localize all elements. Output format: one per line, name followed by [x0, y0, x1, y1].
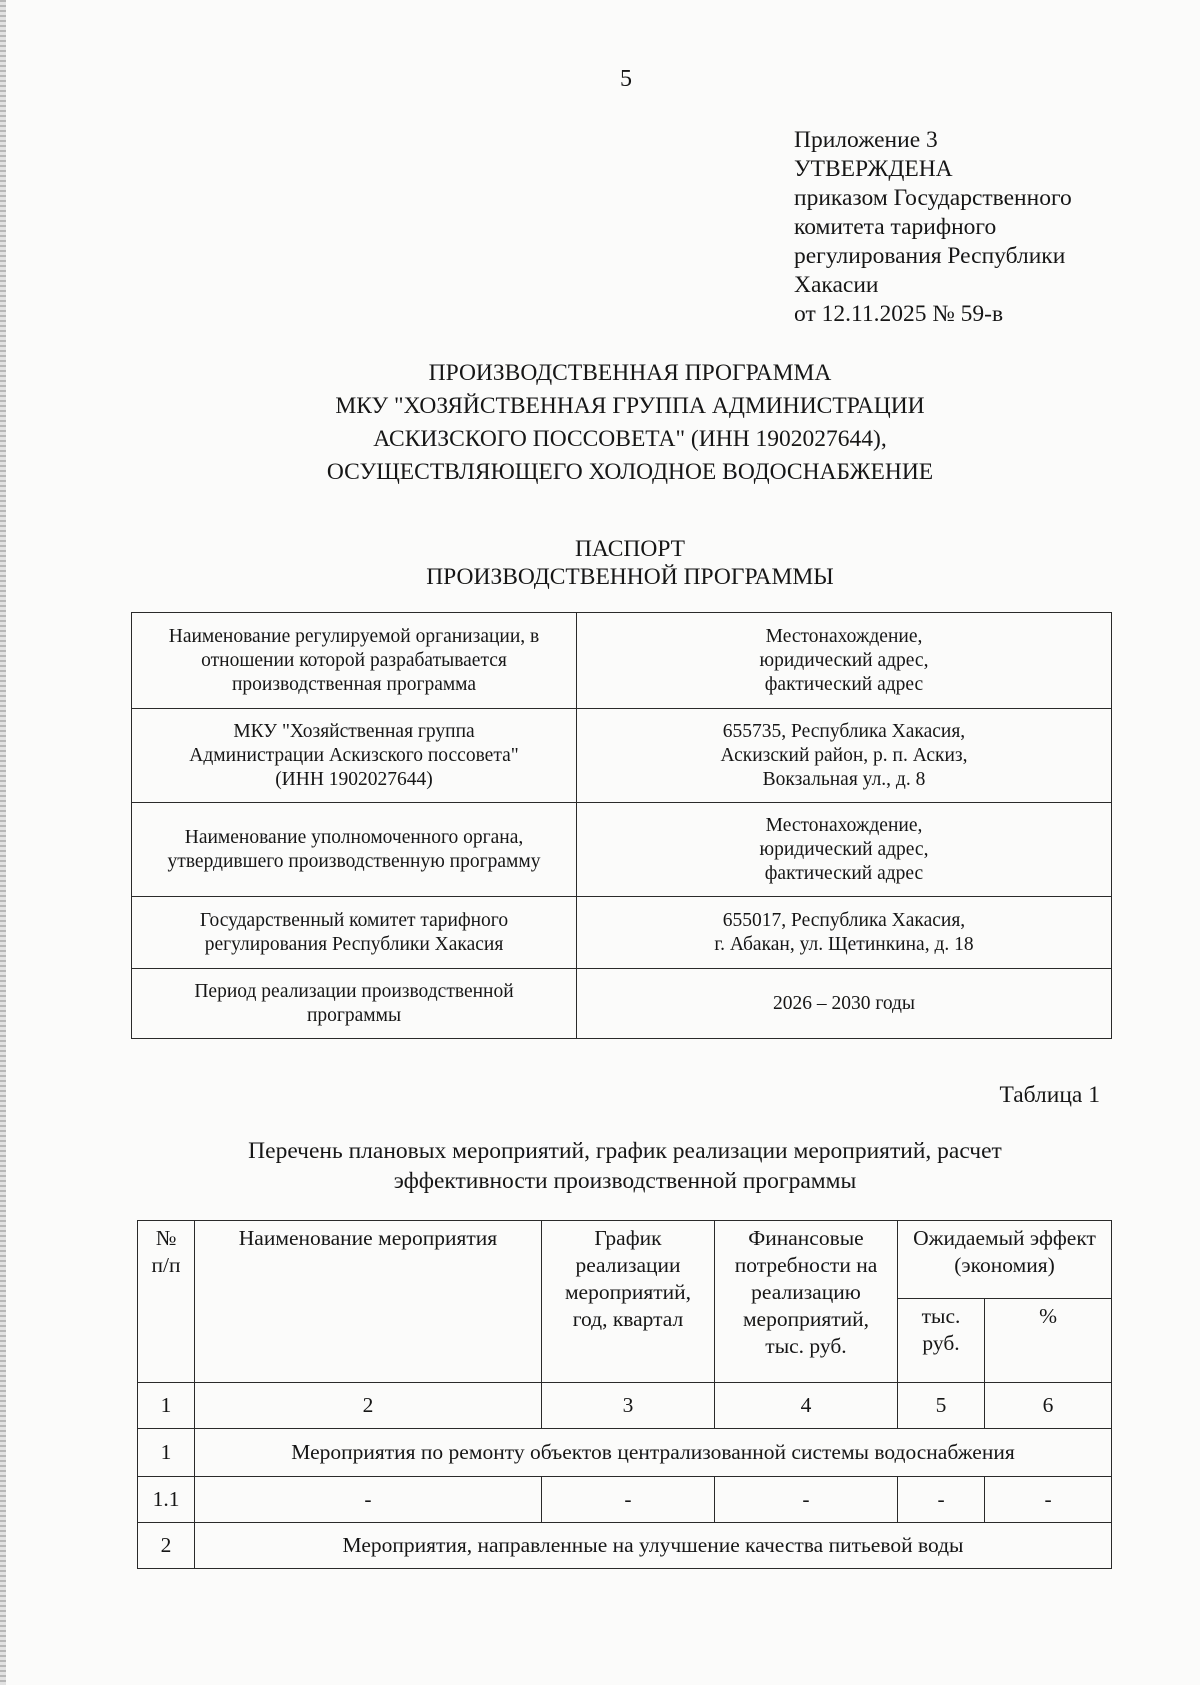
passport-cell-right	[577, 803, 1112, 897]
header-schedule	[542, 1221, 715, 1383]
section-row	[138, 1523, 1112, 1569]
header-line: реализации	[575, 1253, 681, 1277]
passport-cell-right	[577, 969, 1112, 1039]
approval-line: УТВЕРЖДЕНА	[794, 156, 953, 182]
header-line: руб.	[922, 1331, 960, 1355]
column-number: 1	[138, 1383, 195, 1429]
cell-line: Администрации Аскизского поссовета"	[189, 744, 519, 766]
header-expected-effect	[898, 1221, 1112, 1299]
approval-line: комитета тарифного	[794, 214, 997, 240]
row-finance: -	[715, 1477, 898, 1523]
row-schedule: -	[542, 1477, 715, 1523]
list-title	[180, 1136, 1070, 1196]
passport-title	[300, 535, 960, 591]
program-title-line: ПРОИЗВОДСТВЕННАЯ ПРОГРАММА	[428, 360, 832, 386]
header-line: мероприятий,	[742, 1307, 870, 1331]
column-number: 4	[715, 1383, 898, 1429]
section-row	[138, 1429, 1112, 1477]
passport-row	[132, 897, 1112, 969]
row-number: 1.1	[138, 1477, 195, 1523]
header-line: Финансовые	[748, 1226, 864, 1250]
approval-stamp-block	[794, 126, 1124, 329]
approval-line: от 12.11.2025 № 59-в	[794, 301, 1004, 327]
passport-cell-right	[577, 709, 1112, 803]
header-line: тыс. руб.	[765, 1334, 847, 1358]
column-number: 2	[195, 1383, 542, 1429]
cell-line: 2026 – 2030 годы	[772, 992, 916, 1014]
header-effect-percent: %	[985, 1299, 1112, 1383]
header-line: №	[155, 1226, 177, 1250]
header-line: мероприятий,	[564, 1280, 692, 1304]
passport-cell-left	[132, 803, 577, 897]
cell-line: фактический адрес	[764, 673, 924, 695]
passport-title-line: ПРОИЗВОДСТВЕННОЙ ПРОГРАММЫ	[426, 564, 834, 590]
cell-line: фактический адрес	[764, 862, 924, 884]
cell-line: 655735, Республика Хакасия,	[722, 720, 966, 742]
passport-row	[132, 969, 1112, 1039]
plan-table	[137, 1220, 1112, 1569]
passport-row	[132, 803, 1112, 897]
section-number: 1	[138, 1429, 195, 1477]
column-number: 3	[542, 1383, 715, 1429]
cell-line: Наименование регулируемой организации, в	[168, 625, 540, 647]
column-number: 6	[985, 1383, 1112, 1429]
section-title: Мероприятия, направленные на улучшение качества питьевой воды	[195, 1523, 1112, 1569]
cell-line: утвердившего производственную программу	[167, 850, 541, 872]
cell-line: Аскизский район, р. п. Аскиз,	[720, 744, 968, 766]
header-finance	[715, 1221, 898, 1383]
section-title: Мероприятия по ремонту объектов централизованной системы водоснабжения	[195, 1429, 1112, 1477]
column-number-row	[138, 1383, 1112, 1429]
row-activity-name: -	[195, 1477, 542, 1523]
cell-line: производственная программа	[231, 673, 477, 695]
table-row	[138, 1477, 1112, 1523]
approval-line: регулирования Республики	[794, 243, 1066, 269]
passport-cell-right	[577, 897, 1112, 969]
row-effect-rub: -	[898, 1477, 985, 1523]
cell-line: Местонахождение,	[765, 814, 923, 836]
cell-line: юридический адрес,	[759, 649, 929, 671]
plan-header-row	[138, 1221, 1112, 1299]
header-activity-name: Наименование мероприятия	[195, 1221, 542, 1383]
passport-cell-left	[132, 969, 577, 1039]
column-number: 5	[898, 1383, 985, 1429]
header-line: год, квартал	[572, 1307, 684, 1331]
program-title-line: МКУ "ХОЗЯЙСТВЕННАЯ ГРУППА АДМИНИСТРАЦИИ	[335, 393, 925, 419]
approval-line: Приложение 3	[794, 127, 938, 153]
program-title	[250, 357, 1010, 489]
cell-line: программы	[306, 1004, 402, 1026]
header-line: тыс.	[921, 1304, 961, 1328]
passport-cell-left	[132, 613, 577, 709]
passport-row	[132, 709, 1112, 803]
header-line: п/п	[151, 1253, 181, 1277]
row-effect-percent: -	[985, 1477, 1112, 1523]
cell-line: Вокзальная ул., д. 8	[762, 768, 926, 790]
approval-line: Хакасии	[794, 272, 879, 298]
cell-line: отношении которой разрабатывается	[201, 649, 507, 671]
cell-line: Период реализации производственной	[194, 980, 514, 1002]
cell-line: Наименование уполномоченного органа,	[184, 826, 524, 848]
header-line: (экономия)	[954, 1253, 1055, 1277]
passport-table	[131, 612, 1112, 1039]
header-line: реализацию	[751, 1280, 861, 1304]
cell-line: МКУ "Хозяйственная группа	[233, 720, 475, 742]
passport-cell-left	[132, 709, 577, 803]
approval-line: приказом Государственного	[794, 185, 1072, 211]
header-num	[138, 1221, 195, 1383]
program-title-line: АСКИЗСКОГО ПОССОВЕТА" (ИНН 1902027644),	[373, 426, 887, 452]
passport-cell-right	[577, 613, 1112, 709]
section-number: 2	[138, 1523, 195, 1569]
list-title-line: эффективности производственной программы	[393, 1168, 857, 1194]
header-line: потребности на	[734, 1253, 878, 1277]
passport-title-line: ПАСПОРТ	[574, 536, 686, 562]
table-label: Таблица 1	[999, 1082, 1100, 1108]
list-title-line: Перечень плановых мероприятий, график реализации мероприятий, расчет	[248, 1138, 1002, 1164]
cell-line: юридический адрес,	[759, 838, 929, 860]
scan-edge-shadow	[0, 0, 6, 1685]
header-line: Ожидаемый эффект	[913, 1226, 1096, 1250]
cell-line: Местонахождение,	[765, 625, 923, 647]
header-effect-rub	[898, 1299, 985, 1383]
cell-line: 655017, Республика Хакасия,	[722, 909, 966, 931]
cell-line: (ИНН 1902027644)	[275, 768, 433, 790]
passport-cell-left	[132, 897, 577, 969]
cell-line: регулирования Республики Хакасия	[204, 933, 504, 955]
cell-line: г. Абакан, ул. Щетинкина, д. 18	[714, 933, 974, 955]
cell-line: Государственный комитет тарифного	[199, 909, 509, 931]
passport-row	[132, 613, 1112, 709]
header-line: График	[594, 1226, 662, 1250]
page-number: 5	[620, 66, 632, 92]
program-title-line: ОСУЩЕСТВЛЯЮЩЕГО ХОЛОДНОЕ ВОДОСНАБЖЕНИЕ	[326, 459, 934, 485]
